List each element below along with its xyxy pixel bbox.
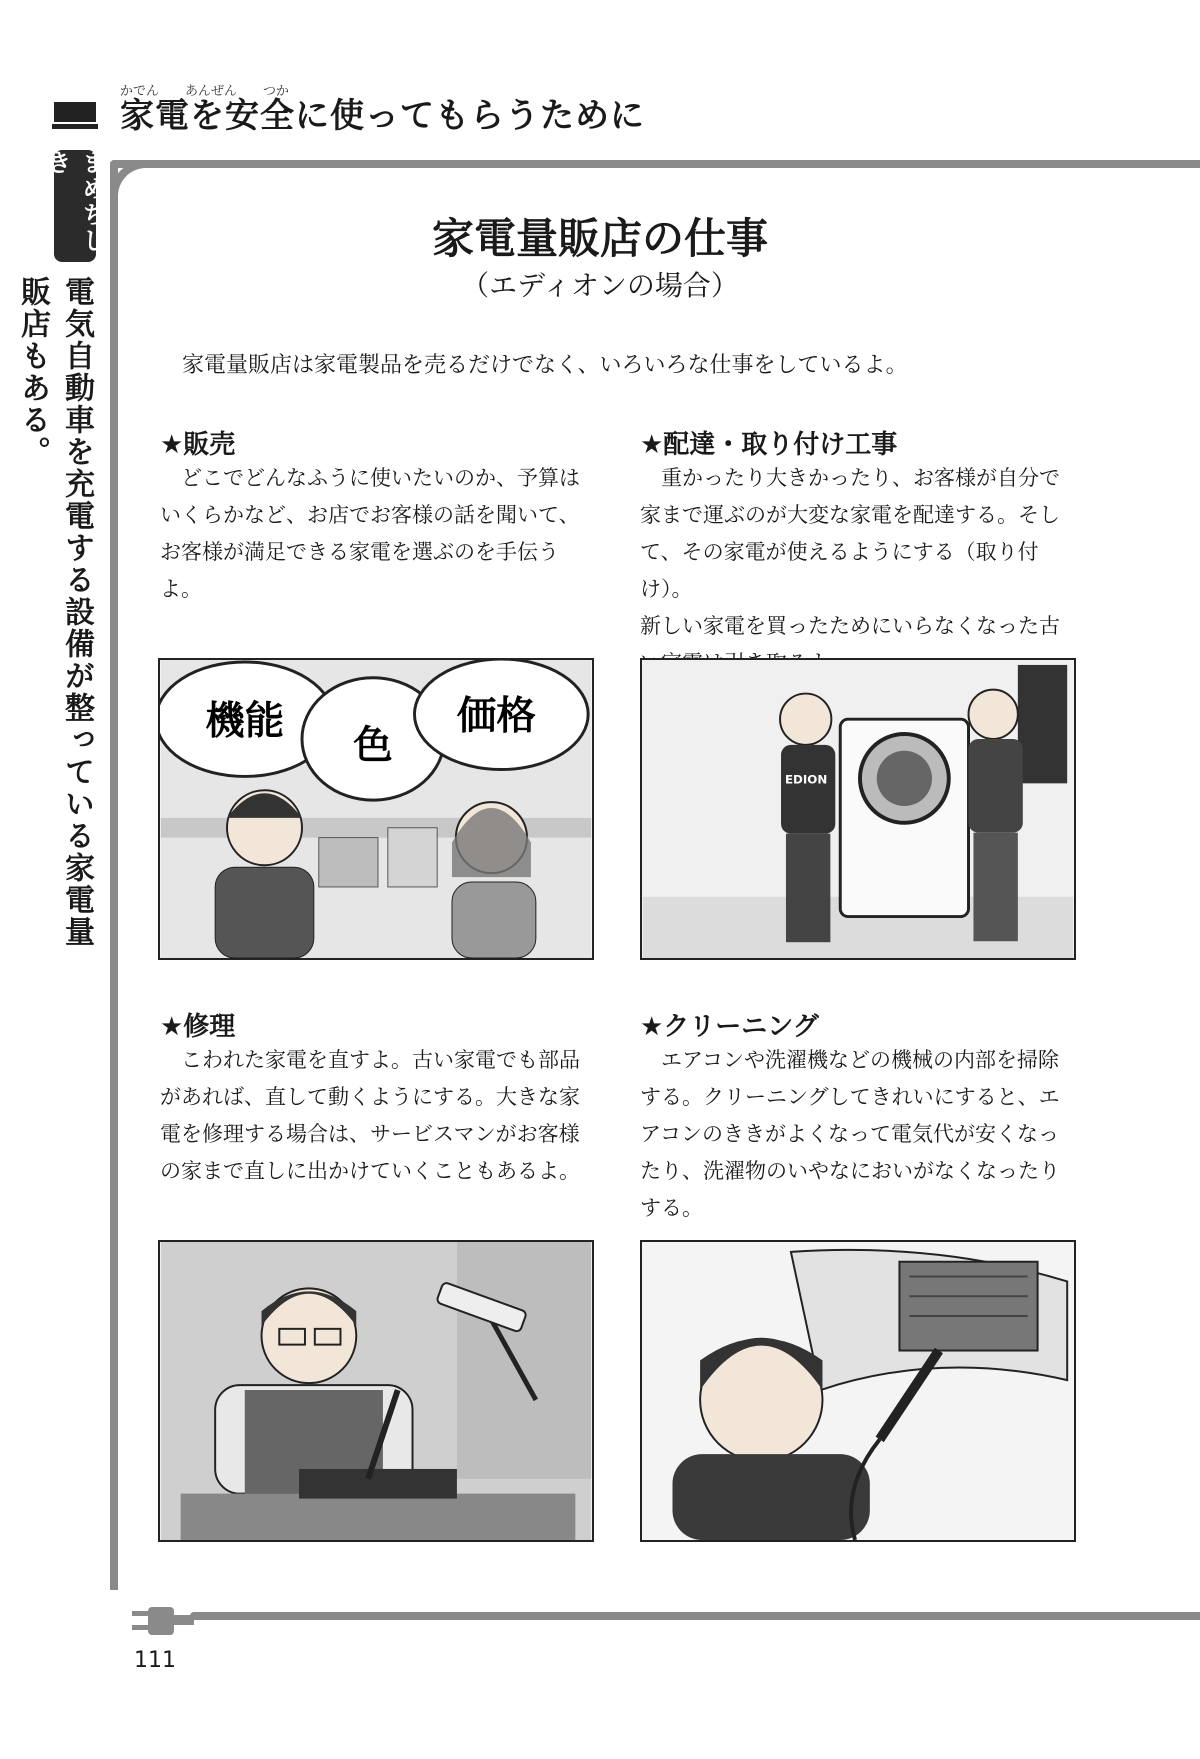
text-line: て、その家電が使えるようにする（取り付け）。 (640, 540, 1039, 601)
section-body-cleaning (640, 1042, 1070, 1227)
text-line: の家まで直しに出かけていくこともあるよ。 (160, 1159, 580, 1183)
delivery-scene (642, 660, 1074, 958)
section-heading-repair: ★修理 (160, 1012, 236, 1042)
page-header-title: 家電を安全に使ってもらうために (120, 96, 645, 136)
air-conditioner (899, 1262, 1037, 1351)
frame-left-border (110, 160, 118, 1590)
text-line: があれば、直して動くようにする。大きな家 (160, 1085, 580, 1109)
section-body-delivery (640, 460, 1070, 682)
text-line: アコンのききがよくなって電気代が安くなっ (640, 1122, 1059, 1146)
text-line: 家まで運ぶのが大変な家電を配達する。そし (640, 503, 1060, 527)
intro-text: 家電量販店は家電製品を売るだけでなく、いろいろな仕事をしているよ。 (182, 353, 908, 378)
text-line: 重かったり大きかったり、お客様が自分で (661, 466, 1060, 490)
text-line: する。 (640, 1196, 703, 1220)
text-line: する。クリーニングしてきれいにすると、エ (640, 1085, 1060, 1109)
header-ruby: かでん あんぜん つか (120, 84, 290, 99)
text-line: お客様が満足できる家電を選ぶのを手伝うよ。 (160, 540, 559, 601)
repair-scene (160, 1242, 592, 1540)
footer-cord-line (190, 1612, 1200, 1620)
sales-illustration (158, 658, 594, 960)
bubble-text-function: 機能 (205, 698, 285, 745)
article-title: 家電量販店の仕事 (431, 214, 768, 263)
bubble-text-price: 価格 (456, 693, 536, 740)
plug-icon (132, 1605, 202, 1637)
frame-top-border (110, 160, 1200, 168)
text-line: たり、洗濯物のいやなにおいがなくなったり (640, 1159, 1060, 1183)
section-heading-delivery: ★配達・取り付け工事 (640, 430, 898, 460)
section-heading-sales: ★販売 (160, 430, 236, 460)
cleaning-scene (642, 1242, 1074, 1540)
uniform-logo: EDION (784, 772, 828, 787)
tv-icon (52, 100, 98, 130)
sales-scene (160, 660, 592, 958)
text-line: 電を修理する場合は、サービスマンがお客様 (160, 1122, 580, 1146)
article-subtitle: （エディオンの場合） (461, 269, 739, 302)
cleaning-illustration (640, 1240, 1076, 1542)
page-number: 111 (134, 1648, 176, 1673)
repair-illustration (158, 1240, 594, 1542)
text-line: こわれた家電を直すよ。古い家電でも部品 (181, 1048, 580, 1072)
section-body-repair (160, 1042, 590, 1190)
section-heading-cleaning: ★クリーニング (640, 1012, 819, 1042)
text-line: 新しい家電を買ったためにいらなくなった古 (640, 614, 1060, 638)
section-body-sales (160, 460, 590, 608)
text-line: エアコンや洗濯機などの機械の内部を掃除 (661, 1048, 1059, 1072)
text-line: いくらかなど、お店でお客様の話を聞いて、 (160, 503, 580, 527)
bubble-text-color: 色 (353, 722, 393, 769)
delivery-illustration (640, 658, 1076, 960)
text-line: どこでどんなふうに使いたいのか、予算は (181, 466, 580, 490)
side-trivia-text: 電気自動車を充電する設備が整っている家電量販店もある。 (15, 276, 94, 948)
mamechishiki-tab: まめちしき (54, 150, 96, 262)
